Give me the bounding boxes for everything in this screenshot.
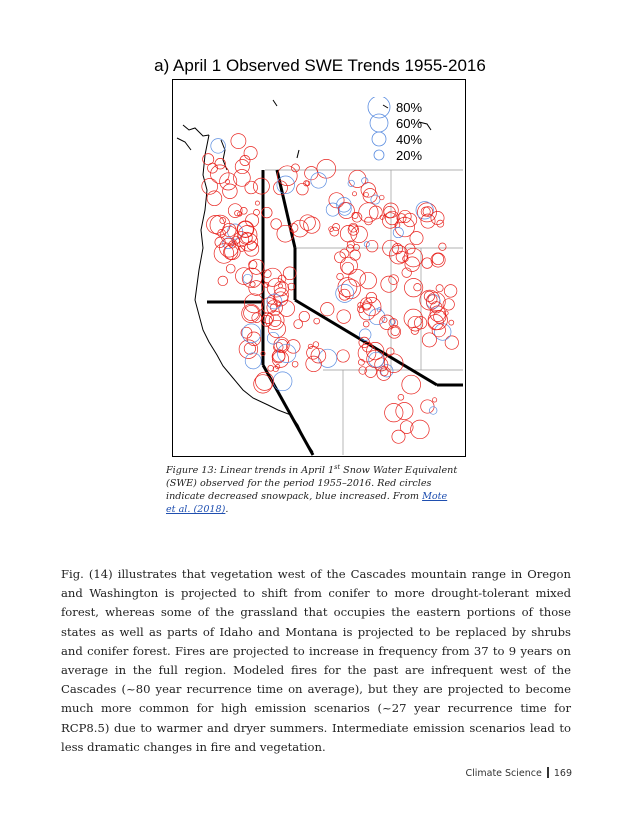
station-circle xyxy=(245,181,258,194)
footer-separator xyxy=(547,767,549,778)
station-circle xyxy=(411,420,430,439)
caption-superscript: st xyxy=(334,463,341,471)
station-circle xyxy=(444,285,457,298)
station-circle xyxy=(249,261,257,269)
caption-suffix: . xyxy=(225,504,229,516)
body-paragraph: Fig. (14) illustrates that vegetation west of the Cascades mountain range in Oregon and Washington is projected to shift from conifer to more drought-tolerant mixed forest, whereas some of the grassland that occupies the eastern portions of those states as well as parts of Idaho and Montana is projected to be replaced by shrubs and conifer forest. Fires are projected to increase in frequency from 37 to 9 years on average in the full region. Modeled fires for the past are infrequent west of the Cascades (~80 year recurrence time on average), but they are projected to become much more common for high emission scenarios (~27 year recurrence time for RCP8.5) due to warmer and dryer summers. Intermediate emission scenarios lead to less dramatic changes in fire and vegetation. xyxy=(61,567,571,754)
station-circle xyxy=(321,303,334,316)
station-circle xyxy=(223,223,236,236)
caption-middle: Snow Water Equivalent (SWE) observed for the period 1955–2016. Red circles indicate decreased snowpack, blue increased. From xyxy=(166,465,458,503)
legend xyxy=(361,97,461,167)
station-circle xyxy=(380,315,395,330)
station-circle xyxy=(250,282,255,287)
legend-label-40: 40% xyxy=(396,132,423,147)
station-circle xyxy=(271,219,282,230)
legend-label-80: 80% xyxy=(396,100,423,115)
station-circle xyxy=(268,365,274,371)
station-circle xyxy=(338,202,351,215)
station-circle xyxy=(436,285,443,292)
station-circle xyxy=(421,207,430,216)
station-circle xyxy=(414,284,421,291)
station-circle xyxy=(337,310,351,324)
station-circle xyxy=(242,304,260,322)
swe-trend-map xyxy=(172,79,466,457)
station-circle xyxy=(294,320,303,329)
figure-title: a) April 1 Observed SWE Trends 1955-2016 xyxy=(154,56,486,75)
station-circle xyxy=(380,368,388,376)
station-circle xyxy=(306,356,322,372)
station-circle xyxy=(363,297,381,315)
station-circle xyxy=(430,306,446,322)
station-circle xyxy=(369,206,382,219)
station-circle xyxy=(220,218,226,224)
station-circle xyxy=(336,284,354,302)
legend-circle-60 xyxy=(370,114,388,132)
station-circle xyxy=(432,398,436,402)
station-circle xyxy=(338,203,354,219)
station-circle xyxy=(398,394,404,400)
station-circle xyxy=(439,243,446,250)
station-trend-circles xyxy=(202,134,459,444)
station-circle xyxy=(313,342,319,348)
station-circle xyxy=(228,204,242,218)
station-circle xyxy=(231,134,246,149)
station-circle xyxy=(215,158,226,169)
station-circle xyxy=(337,350,349,362)
station-circle xyxy=(272,351,288,367)
station-circle xyxy=(349,269,366,286)
station-circle xyxy=(287,340,301,354)
legend-circle-20 xyxy=(374,150,384,160)
station-circle xyxy=(360,272,377,289)
station-circle xyxy=(359,203,378,222)
station-circle xyxy=(338,278,357,297)
station-circle xyxy=(292,361,298,367)
station-circle xyxy=(337,273,344,280)
station-circle xyxy=(279,284,283,288)
station-circle xyxy=(255,201,259,205)
station-circle xyxy=(391,327,400,336)
station-circle xyxy=(215,237,225,247)
station-circle xyxy=(225,180,229,184)
page-number: 169 xyxy=(553,768,572,779)
station-circle xyxy=(380,195,385,200)
station-circle xyxy=(449,320,454,325)
station-circle xyxy=(218,276,228,286)
station-circle xyxy=(402,375,421,394)
station-circle xyxy=(244,242,258,256)
caption-prefix: Figure 13: Linear trends in April 1 xyxy=(166,465,335,477)
station-circle xyxy=(254,209,260,215)
legend-circles xyxy=(361,97,401,167)
station-circle xyxy=(434,324,451,341)
station-circle xyxy=(243,274,252,283)
station-circle xyxy=(431,211,444,224)
station-circle xyxy=(311,173,327,189)
station-circle xyxy=(410,232,423,245)
station-circle xyxy=(273,372,292,391)
station-circle xyxy=(352,192,356,196)
station-circle xyxy=(432,324,445,337)
station-circle xyxy=(244,147,257,160)
station-circle xyxy=(365,217,373,225)
station-circle xyxy=(359,329,371,341)
station-circle xyxy=(224,245,238,259)
station-circle xyxy=(297,183,309,195)
legend-circle-80 xyxy=(368,97,390,118)
station-circle xyxy=(363,189,377,203)
legend-label-60: 60% xyxy=(396,116,423,131)
footer-section: Climate Science xyxy=(465,768,542,779)
station-circle xyxy=(235,211,240,216)
station-circle xyxy=(393,228,403,238)
station-circle xyxy=(348,180,354,186)
station-circle xyxy=(317,159,336,178)
station-circle xyxy=(220,238,239,257)
station-circle xyxy=(350,250,360,260)
citation-link[interactable]: Mote et al. (2018) xyxy=(166,491,448,516)
station-circle xyxy=(314,318,320,324)
station-circle xyxy=(326,203,339,216)
station-circle xyxy=(445,336,458,349)
legend-label-20: 20% xyxy=(396,148,423,163)
station-circle xyxy=(342,262,354,274)
station-circle xyxy=(252,313,262,323)
station-circle xyxy=(377,367,391,381)
station-circle xyxy=(291,164,299,172)
station-circle xyxy=(385,404,403,422)
station-circle xyxy=(363,321,369,327)
station-circle xyxy=(304,217,320,233)
station-circle xyxy=(202,179,218,195)
station-circle xyxy=(245,353,261,369)
station-circle xyxy=(421,400,434,413)
station-circle xyxy=(226,264,235,273)
figure-caption xyxy=(166,461,458,516)
page-footer xyxy=(465,767,572,779)
station-circle xyxy=(432,253,443,264)
station-circle xyxy=(404,309,423,328)
station-circle xyxy=(223,184,238,199)
legend-circle-40 xyxy=(372,132,386,146)
